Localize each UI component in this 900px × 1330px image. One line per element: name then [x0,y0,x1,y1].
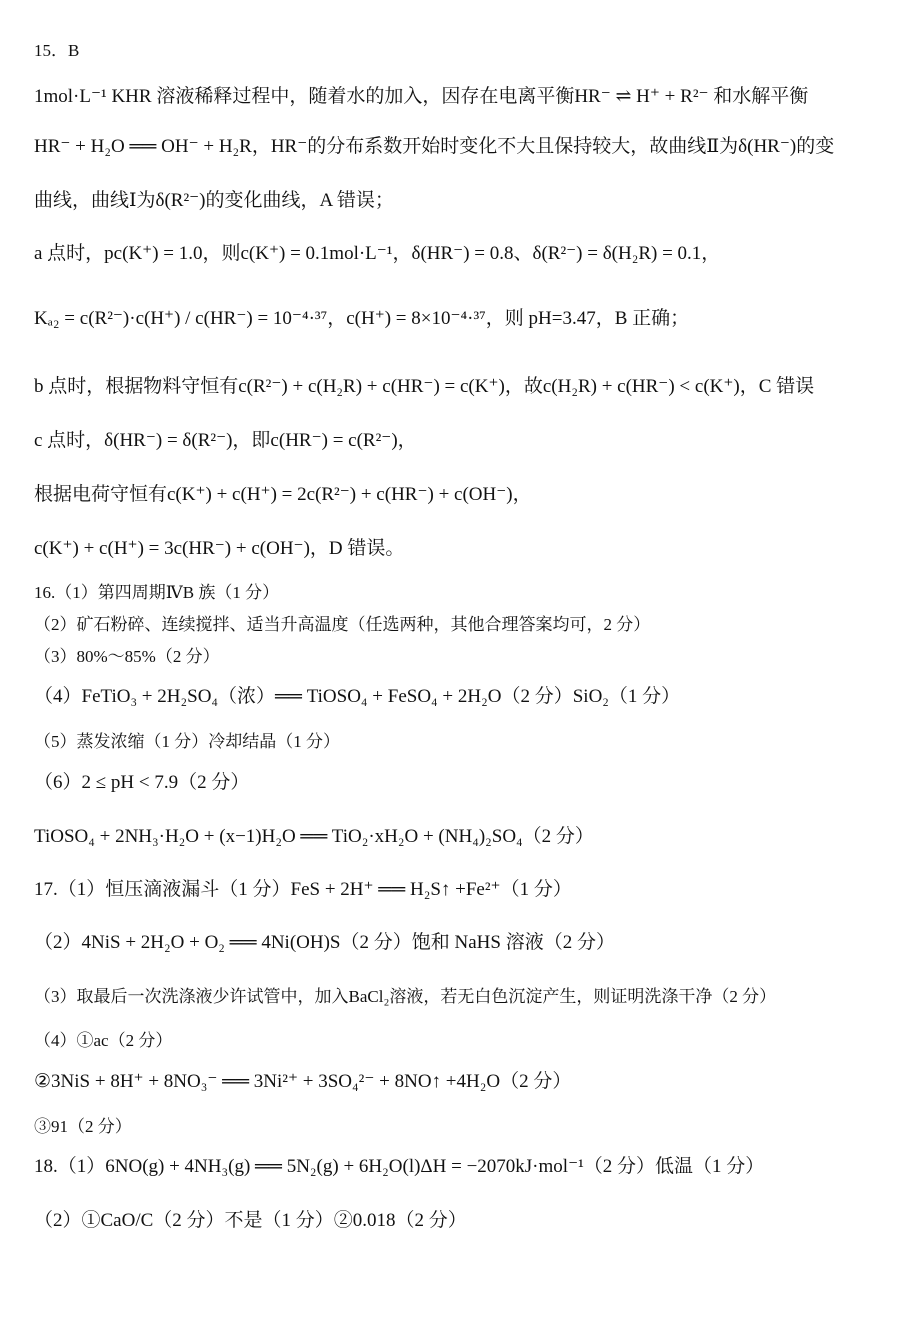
q16-p1: 16.（1）第四周期ⅣB 族（1 分） [34,583,280,602]
q17-p1-apparatus: 17.（1）恒压滴液漏斗（1 分） [34,879,291,900]
q16-p5-step2: 冷却结晶（1 分） [208,732,340,751]
q15-line9: c(K⁺) + c(H⁺) = 3c(HR⁻) + c(OH⁻)，D 错误。 [34,538,405,559]
q15-line8: 根据电荷守恒有c(K⁺) + c(H⁺) = 2c(R²⁻) + c(HR⁻) + c(OH⁻)， [34,484,532,505]
q15-line5: Kₐ₂ = c(R²⁻)·c(H⁺) / c(HR⁻) = 10⁻⁴·³⁷，c(H⁺) = 8×10⁻⁴·³⁷，则 pH=3.47，B 正确； [34,308,690,329]
q18-p2-answer: 不是（1 分） [224,1210,334,1231]
q17-p3: （3）取最后一次洗涤液少许试管中，加入BaCl₂溶液，若无白色沉淀产生，则证明洗涤干净（2 分） [34,987,777,1006]
q15-title: 15．B [34,41,80,60]
q16-p2: （2）矿石粉碎、连续搅拌、适当升高温度（任选两种，其他合理答案均可，2 分） [34,615,651,634]
q18-p1-equation: 18.（1）6NO(g) + 4NH₃(g) ══ 5N₂(g) + 6H₂O(l) [34,1156,421,1177]
q17-p2-solution: 饱和 NaHS 溶液（2 分） [411,932,615,953]
q15-line6: b 点时，根据物料守恒有c(R²⁻) + c(H₂R) + c(HR⁻) = c(K⁺)，故c(H₂R) + c(HR⁻) < c(K⁺)，C 错误 [34,376,815,397]
q15-line1: 1mol·L⁻¹ KHR 溶液稀释过程中，随着水的加入，因存在电离平衡HR⁻ ⇌ H⁺ + R²⁻ 和水解平衡 [34,86,809,107]
q15-line7: c 点时，δ(HR⁻) = δ(R²⁻)，即c(HR⁻) = c(R²⁻)， [34,430,417,451]
q18-p1-enthalpy: ΔH = −2070kJ·mol⁻¹（2 分） [420,1156,656,1177]
q15-line4: a 点时，pc(K⁺) = 1.0，则c(K⁺) = 0.1mol·L⁻¹，δ(HR⁻) = 0.8、δ(R²⁻) = δ(H₂R) = 0.1， [34,243,721,264]
q17-p2-equation: （2）4NiS + 2H₂O + O₂ ══ 4Ni(OH)S（2 分） [34,932,412,953]
q18-p1-condition: 低温（1 分） [655,1156,765,1177]
q17-p2 [34,932,615,954]
q17-p1-equation: FeS + 2H⁺ ══ H₂S↑ +Fe²⁺（1 分） [290,879,572,900]
q18-p2-catalyst: （2）①CaO/C（2 分） [34,1210,225,1231]
q16-p4 [34,686,680,708]
q16-p5 [34,731,340,753]
q18-p2-value: ②0.018（2 分） [333,1210,467,1231]
q15-line3: 曲线，曲线Ⅰ为δ(R²⁻)的变化曲线，A 错误； [34,190,394,211]
q15-line2: HR⁻ + H₂O ══ OH⁻ + H₂R，HR⁻的分布系数开始时变化不大且保持较大，故曲线Ⅱ为δ(HR⁻)的变 [34,136,835,157]
q16-p3: （3）80%～85%（2 分） [34,647,220,666]
q17-p6: ③91（2 分） [34,1117,132,1136]
q18-p1 [34,1156,764,1178]
q17-p4: （4）①ac（2 分） [34,1031,173,1050]
q17-p1 [34,879,572,901]
q16-p6: （6）2 ≤ pH < 7.9（2 分） [34,772,250,793]
q17-p5: ②3NiS + 8H⁺ + 8NO₃⁻ ══ 3Ni²⁺ + 3SO₄²⁻ + 8NO↑ +4H₂O（2 分） [34,1071,572,1092]
q16-p4-residue: SiO₂（1 分） [572,686,681,707]
q18-p2 [34,1210,467,1232]
q16-p4-equation: （4）FeTiO₃ + 2H₂SO₄（浓）══ TiOSO₄ + FeSO₄ + 2H₂O（2 分） [34,686,573,707]
q16-p5-step1: （5）蒸发浓缩（1 分） [34,732,209,751]
q16-p7: TiOSO₄ + 2NH₃·H₂O + (x−1)H₂O ══ TiO₂·xH₂O + (NH₄)₂SO₄（2 分） [34,826,594,847]
